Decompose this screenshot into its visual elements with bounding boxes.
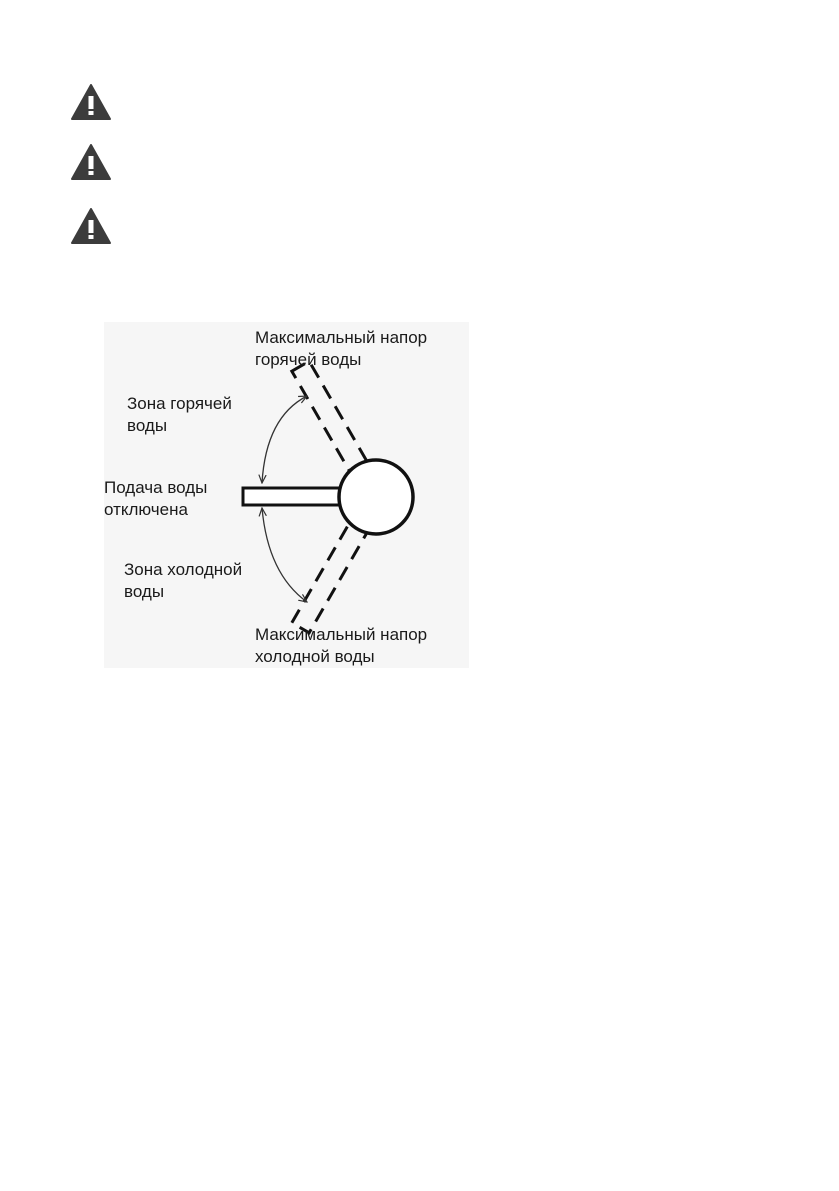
warning-icon-2: [70, 143, 112, 181]
cold-zone-arrow: [262, 508, 307, 602]
label-water-off: Подача воды отключена: [104, 478, 208, 519]
label-hot-zone: Зона горячей воды: [127, 394, 232, 435]
off-lever: [243, 488, 340, 505]
lever-pivot: [339, 460, 413, 534]
warning-icon-1: [70, 83, 112, 121]
label-max-cold: Максимальный напор холодной воды: [255, 625, 428, 666]
warning-icon-3: [70, 207, 112, 245]
hot-zone-arrow: [262, 396, 307, 483]
label-max-hot: Максимальный напор горячей воды: [255, 328, 428, 369]
label-cold-zone: Зона холодной воды: [124, 560, 243, 601]
mixer-lever-diagram: [104, 322, 469, 668]
